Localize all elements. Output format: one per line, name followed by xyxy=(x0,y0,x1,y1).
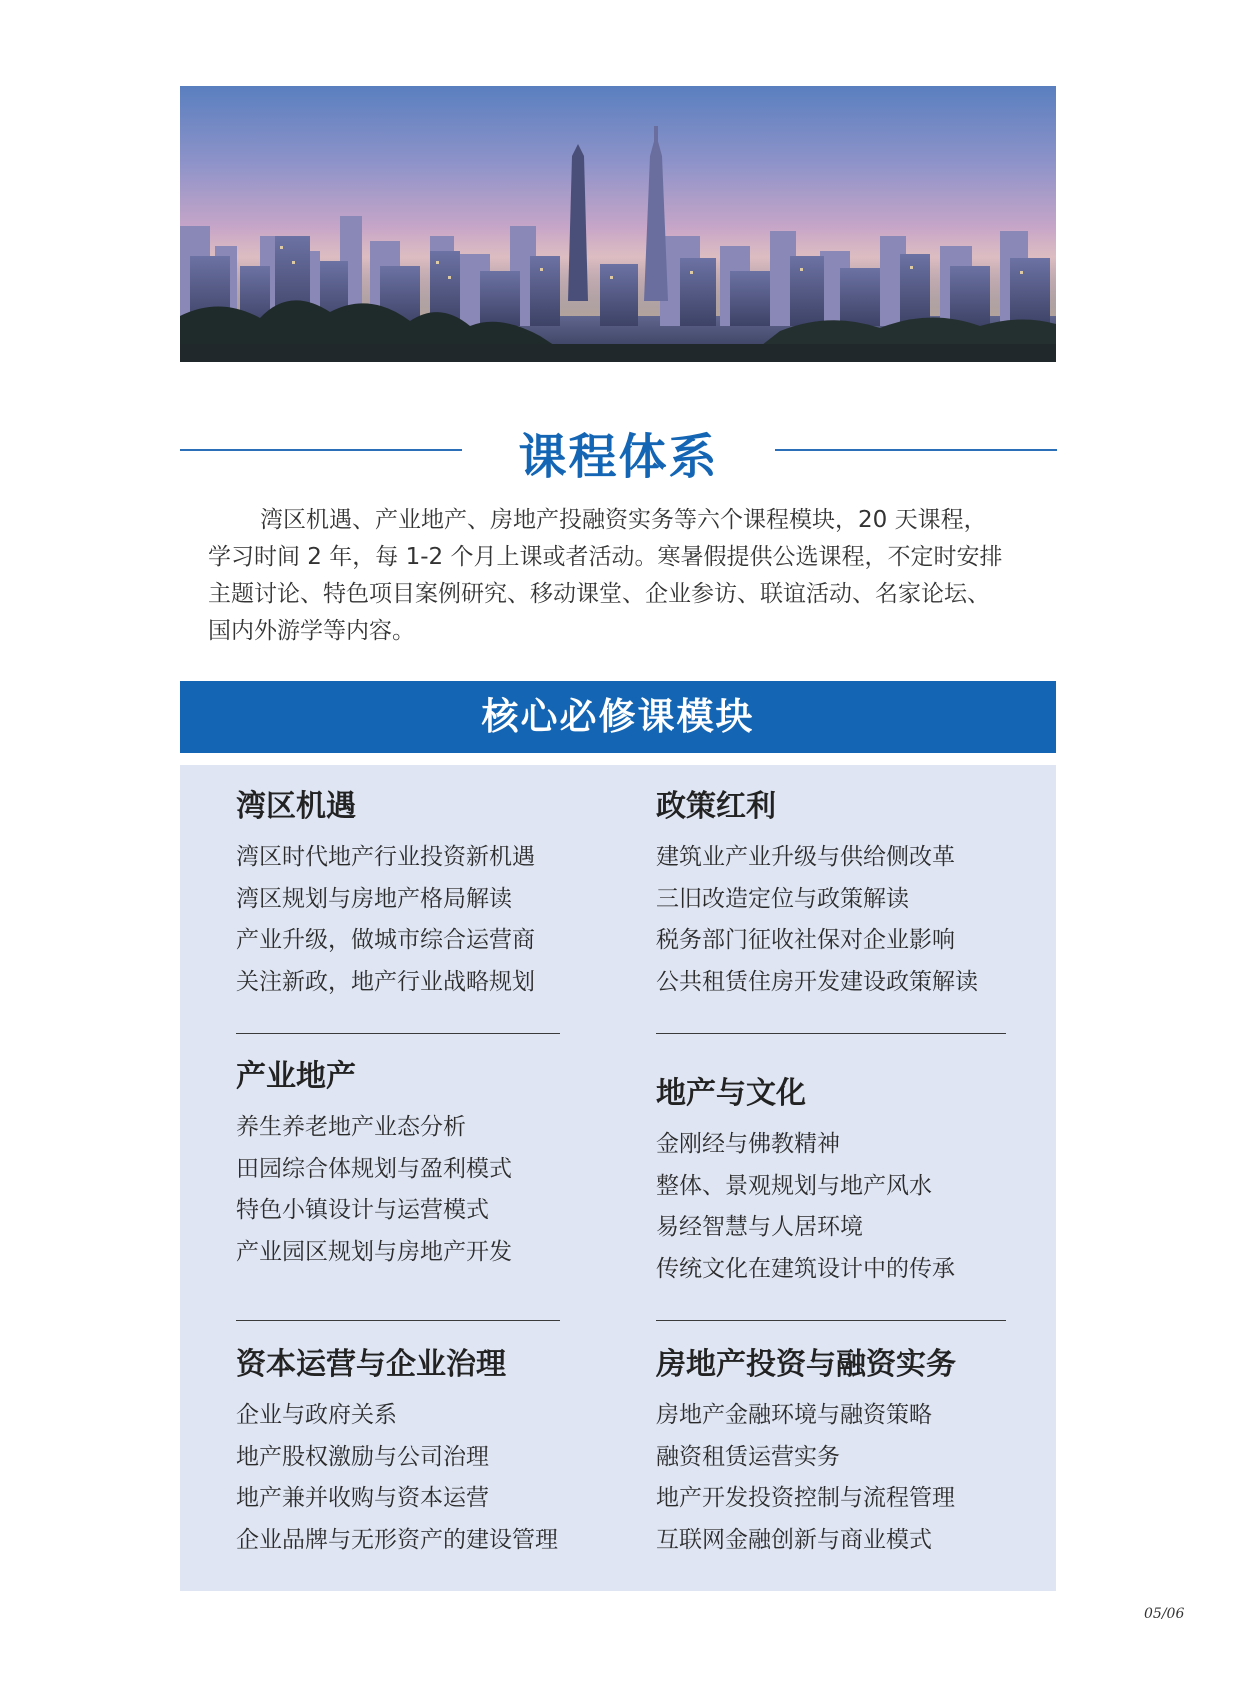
module-title: 产业地产 xyxy=(236,1059,356,1094)
module-item: 融资租赁运营实务 xyxy=(656,1443,840,1470)
module-item: 整体、景观规划与地产风水 xyxy=(656,1172,932,1199)
module-block xyxy=(236,1343,558,1561)
module-item: 产业升级，做城市综合运营商 xyxy=(236,927,535,953)
module-item: 关注新政，地产行业战略规划 xyxy=(236,968,535,995)
module-item: 建筑业产业升级与供给侧改革 xyxy=(656,844,955,870)
module-item: 特色小镇设计与运营模式 xyxy=(236,1197,489,1223)
module-item: 湾区时代地产行业投资新机遇 xyxy=(236,844,535,870)
module-item: 地产开发投资控制与流程管理 xyxy=(656,1485,955,1511)
module-item: 互联网金融创新与商业模式 xyxy=(656,1526,932,1553)
section-title: 课程体系 xyxy=(518,429,719,485)
module-block xyxy=(236,1055,512,1273)
module-title: 资本运营与企业治理 xyxy=(236,1347,506,1382)
module-divider xyxy=(656,1033,1006,1034)
page-number: 05/06 xyxy=(1144,1606,1185,1622)
module-block xyxy=(236,785,535,1003)
module-item: 地产股权激励与公司治理 xyxy=(236,1443,489,1470)
module-header: 核心必修课模块 xyxy=(180,681,1056,753)
module-item: 养生养老地产业态分析 xyxy=(236,1114,466,1140)
title-rule-left xyxy=(180,449,462,451)
module-item: 企业与政府关系 xyxy=(236,1402,397,1428)
city-skyline-photo xyxy=(180,86,1056,362)
module-item: 房地产金融环境与融资策略 xyxy=(656,1402,932,1428)
module-title: 政策红利 xyxy=(656,789,776,824)
module-block xyxy=(656,1343,956,1561)
module-item: 税务部门征收社保对企业影响 xyxy=(656,927,955,953)
title-rule-right xyxy=(775,449,1057,451)
module-item: 企业品牌与无形资产的建设管理 xyxy=(236,1526,558,1553)
module-item: 公共租赁住房开发建设政策解读 xyxy=(656,968,978,995)
module-item: 金刚经与佛教精神 xyxy=(656,1131,840,1157)
module-title: 房地产投资与融资实务 xyxy=(656,1347,956,1382)
module-block xyxy=(656,1072,955,1290)
module-panel xyxy=(180,765,1056,1591)
module-item: 易经智慧与人居环境 xyxy=(656,1214,863,1240)
module-item: 田园综合体规划与盈利模式 xyxy=(236,1155,512,1182)
module-item: 地产兼并收购与资本运营 xyxy=(236,1485,489,1511)
intro-paragraph: 湾区机遇、产业地产、房地产投融资实务等六个课程模块，20 天课程，学习时间 2 年，每 1-2 个月上课或者活动。寒暑假提供公选课程，不定时安排主题讨论、特色项目案例研究、移动课堂、企业参访、联谊活动、名家论坛、国内外游学等内容。 xyxy=(208,507,1003,644)
module-item: 湾区规划与房地产格局解读 xyxy=(236,885,512,912)
module-item: 传统文化在建筑设计中的传承 xyxy=(656,1255,955,1282)
module-block xyxy=(656,785,978,1003)
module-divider xyxy=(236,1033,560,1034)
module-divider xyxy=(236,1320,560,1321)
module-item: 产业园区规划与房地产开发 xyxy=(236,1238,512,1265)
module-divider xyxy=(656,1320,1006,1321)
module-title: 湾区机遇 xyxy=(236,789,356,824)
module-title: 地产与文化 xyxy=(656,1076,806,1111)
module-item: 三旧改造定位与政策解读 xyxy=(656,885,909,912)
